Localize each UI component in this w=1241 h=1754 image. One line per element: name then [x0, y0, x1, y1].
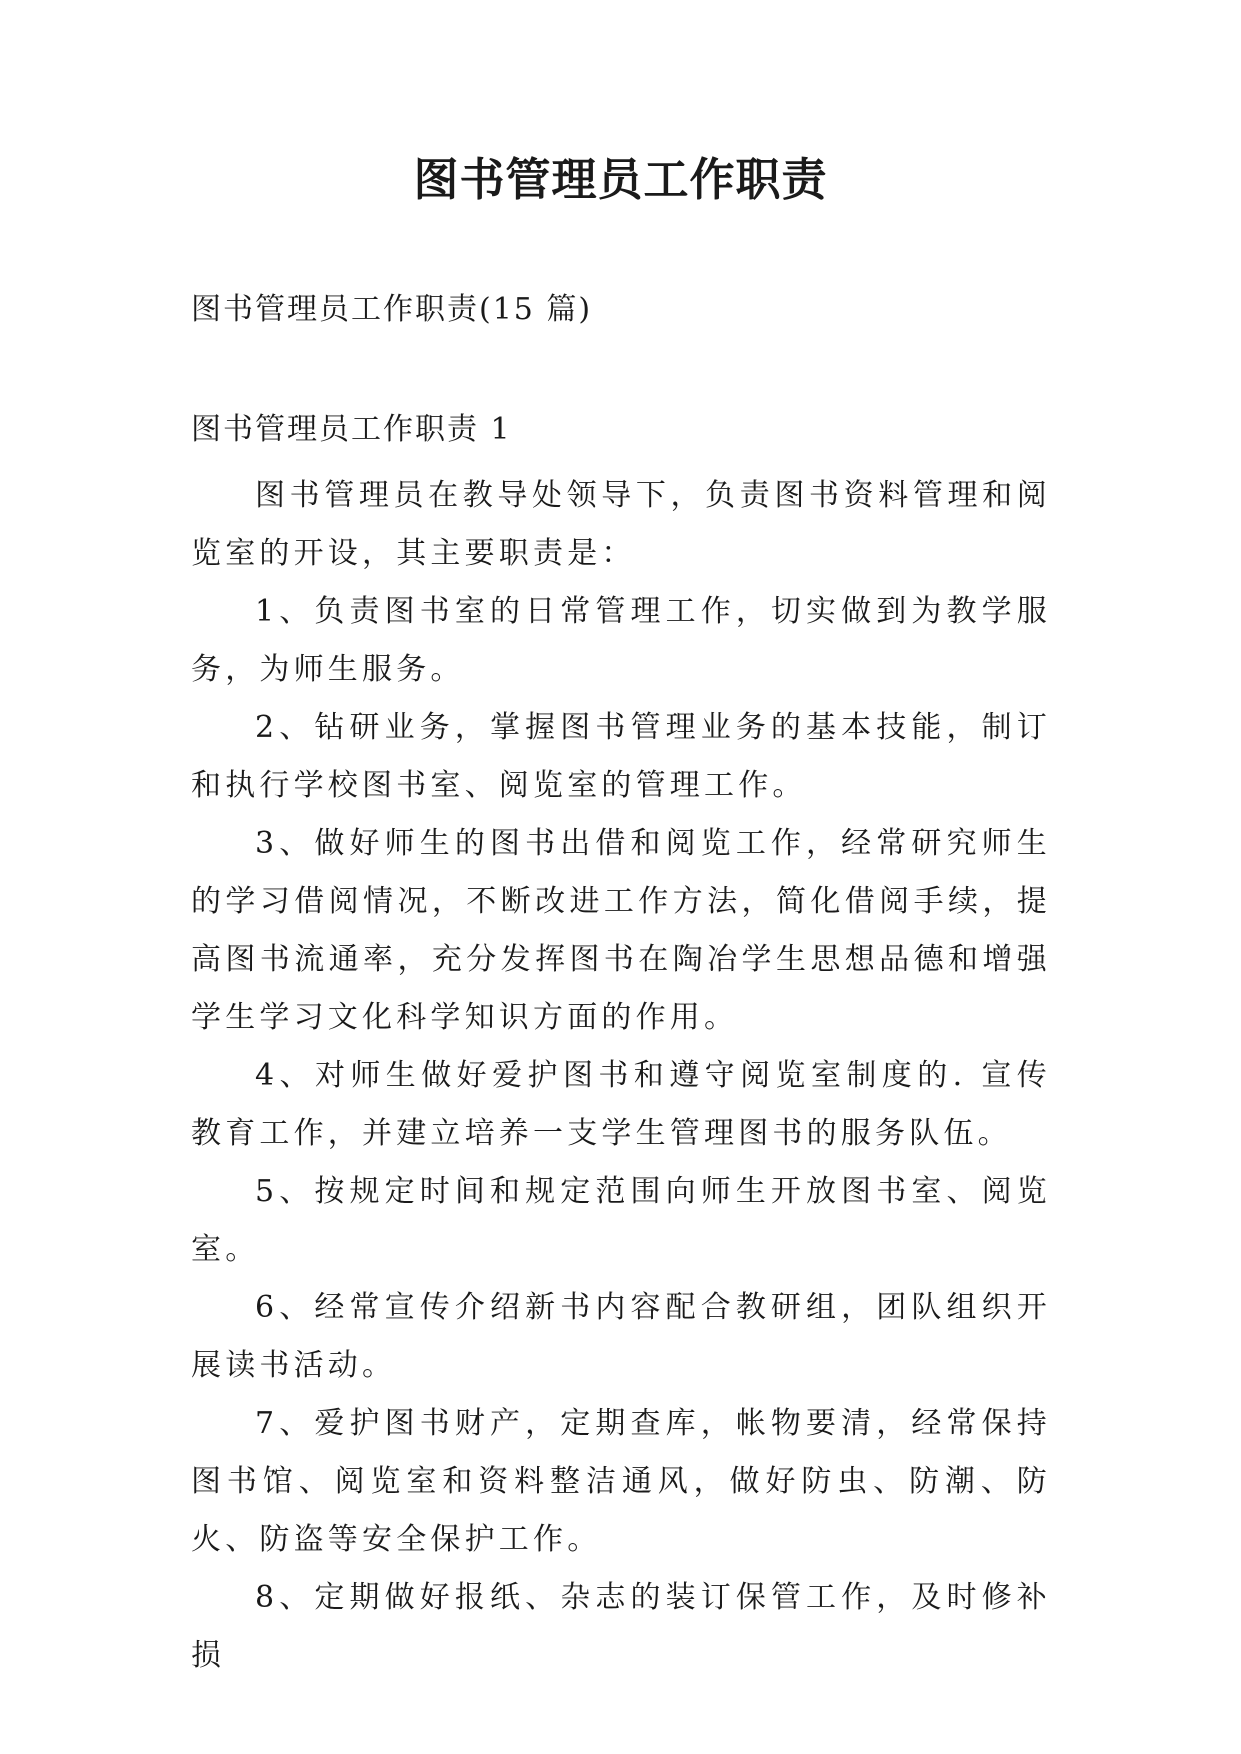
section-heading: 图书管理员工作职责 1	[191, 412, 512, 447]
paragraph-item-1: 1、负责图书室的日常管理工作，切实做到为教学服务，为师生服务。	[191, 594, 1051, 687]
paragraph-item-8: 8、定期做好报纸、杂志的装订保管工作，及时修补损	[191, 1580, 1051, 1673]
body-text	[191, 467, 1051, 1685]
paragraph-intro: 图书管理员在教导处领导下，负责图书资料管理和阅览室的开设，其主要职责是：	[191, 478, 1051, 571]
document-subtitle: 图书管理员工作职责(15 篇)	[191, 292, 593, 327]
paragraph-item-3: 3、做好师生的图书出借和阅览工作，经常研究师生的学习借阅情况，不断改进工作方法，简化借阅手续，提高图书流通率，充分发挥图书在陶冶学生思想品德和增强学生学习文化科学知识方面的作用。	[191, 826, 1051, 1035]
paragraph-item-2: 2、钻研业务，掌握图书管理业务的基本技能，制订和执行学校图书室、阅览室的管理工作。	[191, 710, 1051, 803]
paragraph-item-4: 4、对师生做好爱护图书和遵守阅览室制度的. 宣传教育工作，并建立培养一支学生管理图书的服务队伍。	[191, 1058, 1051, 1151]
document-title: 图书管理员工作职责	[413, 153, 828, 206]
paragraph-item-6: 6、经常宣传介绍新书内容配合教研组，团队组织开展读书活动。	[191, 1290, 1051, 1383]
paragraph-item-5: 5、按规定时间和规定范围向师生开放图书室、阅览室。	[191, 1174, 1051, 1267]
paragraph-item-7: 7、爱护图书财产，定期查库，帐物要清，经常保持图书馆、阅览室和资料整洁通风，做好防虫、防潮、防火、防盗等安全保护工作。	[191, 1406, 1051, 1557]
